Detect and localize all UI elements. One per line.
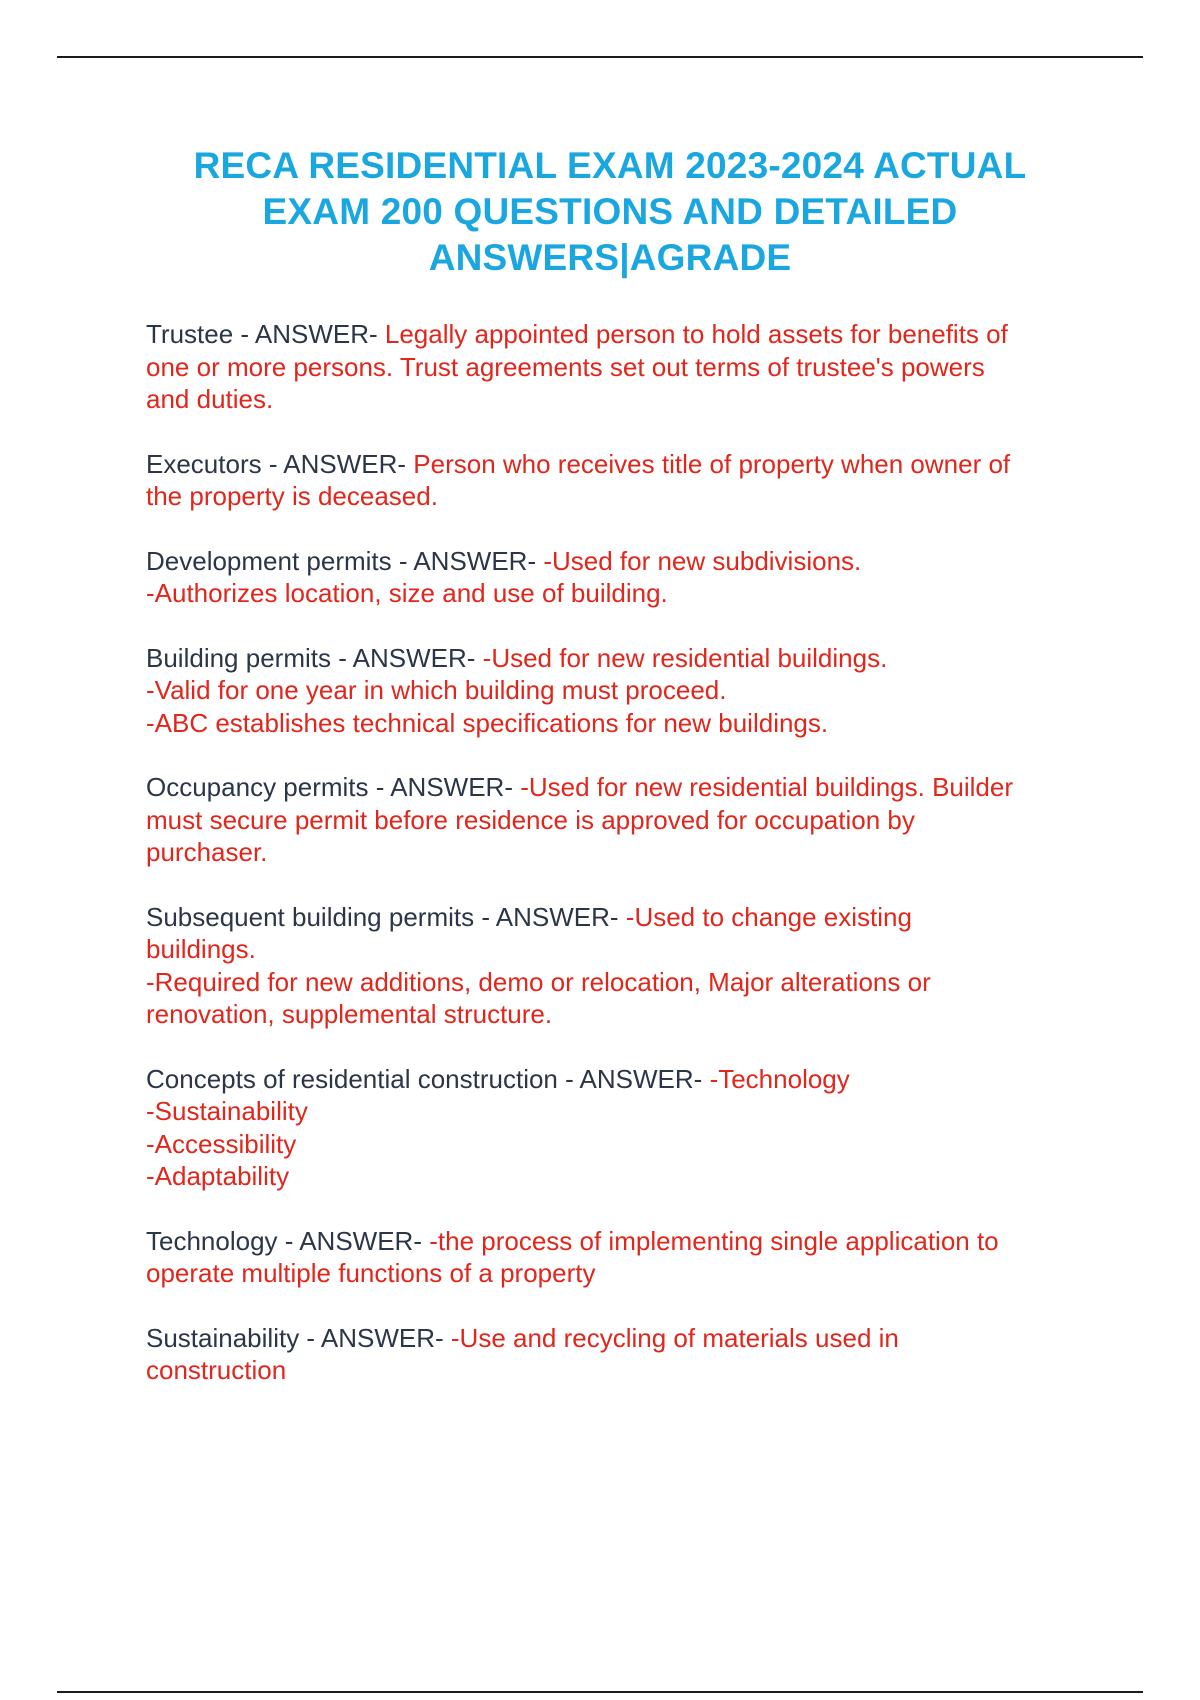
qa-answer-line: -Required for new additions, demo or relocation, Major alterations or: [146, 966, 931, 997]
qa-answer-line: construction: [146, 1355, 287, 1385]
answer-separator: - ANSWER-: [233, 319, 378, 349]
qa-answer-line: -Valid for one year in which building must proceed.: [146, 675, 727, 705]
answer-separator: - ANSWER-: [557, 1063, 703, 1094]
qa-term: Concepts of residential construction: [146, 1063, 558, 1094]
answer-separator: - ANSWER-: [474, 901, 619, 932]
bottom-rule: [57, 1691, 1143, 1693]
qa-answer-line: -Sustainability: [146, 1096, 308, 1126]
qa-answer-line: -Used for new residential buildings.: [475, 642, 888, 673]
qa-answer-line: one or more persons. Trust agreements set out terms of trustee's powers: [146, 351, 985, 382]
qa-entry-development-permits: [146, 545, 1101, 610]
qa-entry-sustainability: [146, 1322, 1101, 1387]
answer-separator: - ANSWER-: [330, 642, 476, 673]
qa-entry-occupancy-permits: [146, 771, 1101, 869]
qa-answer-line: the property is deceased.: [146, 481, 438, 511]
answer-separator: - ANSWER-: [299, 1322, 444, 1353]
qa-entry-executors: [146, 448, 1101, 513]
qa-term: Development permits: [146, 545, 392, 576]
qa-answer-line: operate multiple functions of a property: [146, 1258, 596, 1288]
qa-term: Subsequent building permits: [146, 901, 475, 932]
title-line-3: ANSWERS|AGRADE: [428, 237, 792, 278]
qa-answer-line: purchaser.: [146, 837, 268, 867]
qa-entry-technology: [146, 1225, 1101, 1290]
title-line-2: EXAM 200 QUESTIONS AND DETAILED: [262, 191, 958, 232]
qa-term: Trustee: [146, 319, 234, 349]
qa-answer-line: -Technology: [702, 1063, 850, 1094]
top-rule: [57, 56, 1143, 58]
answer-separator: - ANSWER-: [261, 448, 407, 479]
qa-answer-line: -Accessibility: [146, 1128, 297, 1159]
document-title: [150, 143, 1070, 281]
qa-answer-line: -Used for new residential buildings. Builder: [512, 772, 1014, 802]
answer-separator: - ANSWER-: [368, 772, 513, 802]
qa-list: [146, 318, 1101, 1419]
qa-entry-building-permits: [146, 642, 1101, 740]
qa-answer-line: -Used for new subdivisions.: [536, 545, 862, 576]
answer-separator: - ANSWER-: [277, 1225, 422, 1256]
qa-term: Technology: [146, 1225, 278, 1256]
qa-answer-line: -Authorizes location, size and use of building.: [146, 578, 668, 608]
qa-term: Sustainability: [146, 1322, 300, 1353]
qa-answer-line: -Use and recycling of materials used in: [443, 1322, 899, 1353]
qa-answer-line: -ABC establishes technical specifications for new buildings.: [146, 707, 829, 738]
qa-term: Building permits: [146, 642, 331, 673]
qa-entry-concepts-of-residential-construction: [146, 1063, 1101, 1193]
qa-answer-line: must secure permit before residence is approved for occupation by: [146, 804, 915, 835]
title-line-1: RECA RESIDENTIAL EXAM 2023-2024 ACTUAL: [193, 145, 1027, 186]
qa-answer-line: -the process of implementing single application to: [422, 1225, 999, 1256]
qa-term: Executors: [146, 448, 262, 479]
qa-answer-line: -Used to change existing: [618, 901, 912, 932]
qa-answer-line: Legally appointed person to hold assets for benefits of: [377, 319, 1008, 349]
qa-answer-line: buildings.: [146, 934, 256, 964]
answer-separator: - ANSWER-: [391, 545, 537, 576]
qa-answer-line: renovation, supplemental structure.: [146, 999, 553, 1029]
qa-answer-line: and duties.: [146, 384, 274, 414]
qa-answer-line: -Adaptability: [146, 1161, 290, 1191]
qa-entry-trustee: [146, 318, 1101, 416]
qa-answer-line: Person who receives title of property when owner of: [406, 448, 1011, 479]
qa-term: Occupancy permits: [146, 772, 369, 802]
qa-entry-subsequent-building-permits: [146, 901, 1101, 1031]
